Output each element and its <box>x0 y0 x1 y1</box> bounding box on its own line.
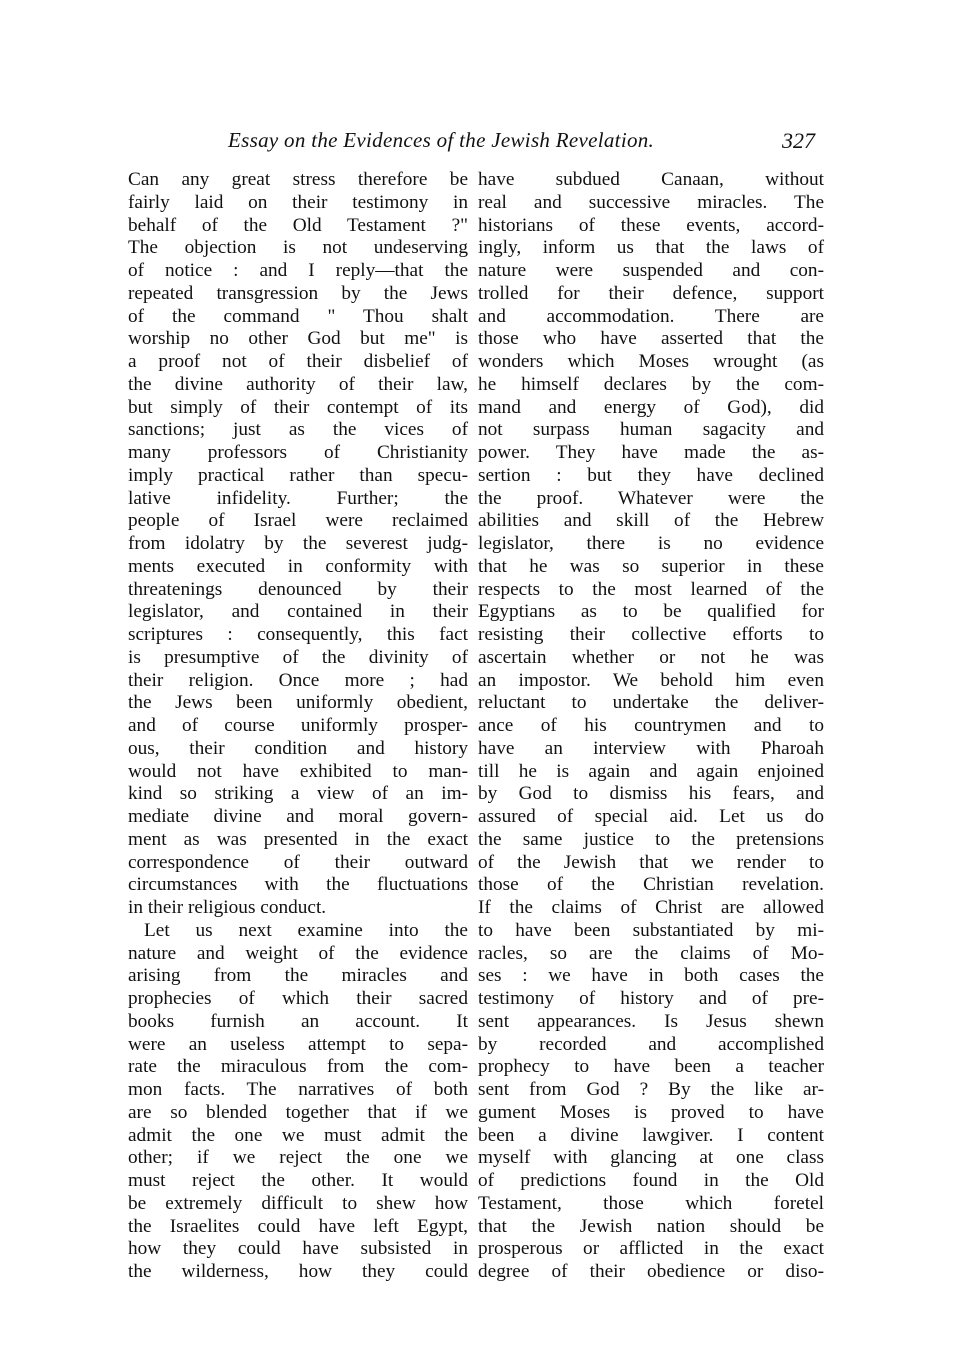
text-line: of the Jewish that we render to <box>478 851 824 873</box>
text-line: many professors of Christianity <box>128 442 468 463</box>
text-line: a proof not of their disbelief of <box>128 351 468 372</box>
text-line: mediate divine and moral govern- <box>128 806 468 827</box>
text-line: not surpass human sagacity and <box>478 419 824 441</box>
text-line: Egyptians as to be qualified for <box>478 601 824 623</box>
text-line: trolled for their defence, support <box>478 282 824 304</box>
text-line: he himself declares by the com- <box>478 373 824 395</box>
page-number: 327 <box>782 128 815 153</box>
text-line: admit the one we must admit the <box>128 1124 468 1146</box>
text-line: those of the Christian revelation. <box>478 874 824 896</box>
text-line: circumstances with the fluctuations <box>128 874 468 896</box>
text-line: scriptures : consequently, this fact <box>128 624 468 645</box>
text-line: of notice : and I reply—that the <box>128 260 468 281</box>
text-line: prosperous or afflicted in the exact <box>478 1238 824 1260</box>
text-line: by God to dismiss his fears, and <box>478 783 824 805</box>
text-line: legislator, and contained in their <box>128 601 468 623</box>
text-line: gument Moses is proved to have <box>478 1101 824 1123</box>
text-line: Testament, those which foretel <box>478 1192 824 1214</box>
text-line: Can any great stress therefore be <box>128 169 468 190</box>
text-line: and accommodation. There are <box>478 305 824 327</box>
running-title: Essay on the Evidences of the Jewish Revelation. <box>228 128 655 152</box>
text-line: correspondence of their outward <box>128 851 468 873</box>
text-line: have subdued Canaan, without <box>478 169 824 190</box>
text-line: The objection is not undeserving <box>128 237 468 259</box>
text-line: to have been substantiated by mi- <box>478 919 824 941</box>
text-line: how they could have subsisted in <box>128 1238 468 1260</box>
text-line: imply practical rather than specu- <box>128 464 468 486</box>
text-line: legislator, there is no evidence <box>478 533 824 554</box>
text-line: that the Jewish nation should be <box>478 1215 824 1237</box>
text-line: people of Israel were reclaimed <box>128 510 468 532</box>
text-line: respects to the most learned of the <box>478 578 824 600</box>
text-line: historians of these events, accord- <box>478 214 824 236</box>
text-line: degree of their obedience or diso- <box>478 1261 824 1282</box>
text-line: the proof. Whatever were the <box>478 487 824 509</box>
text-line: mand and energy of God), did <box>478 396 824 418</box>
text-line: an impostor. We behold him even <box>478 669 824 691</box>
text-line: the Israelites could have left Egypt, <box>128 1215 468 1237</box>
text-line: the Jews been uniformly obedient, <box>128 692 468 714</box>
text-line: ment as was presented in the exact <box>128 828 468 850</box>
text-line: ascertain whether or not he was <box>478 646 824 668</box>
text-line: be extremely difficult to shew how <box>128 1192 468 1214</box>
text-line: the divine authority of their law, <box>128 373 468 395</box>
text-line: prophecy to have been a teacher <box>478 1056 824 1078</box>
text-line: wonders which Moses wrought (as <box>478 351 824 372</box>
right-text-column <box>478 169 824 1284</box>
text-line: power. They have made the as- <box>478 442 824 463</box>
text-line: resisting their collective efforts to <box>478 624 824 645</box>
text-line: were an useless attempt to sepa- <box>128 1033 468 1055</box>
text-line: books furnish an account. It <box>128 1010 468 1032</box>
text-line: of predictions found in the Old <box>478 1170 824 1191</box>
text-line: reluctant to undertake the deliver- <box>478 692 824 714</box>
text-line: arising from the miracles and <box>128 965 468 987</box>
text-line: If the claims of Christ are allowed <box>478 897 824 918</box>
text-line: sent appearances. Is Jesus shewn <box>478 1010 824 1032</box>
text-line: been a divine lawgiver. I content <box>478 1124 824 1146</box>
text-line: mon facts. The narratives of both <box>128 1079 468 1100</box>
text-line: ingly, inform us that the laws of <box>478 237 824 259</box>
text-line: the wilderness, how they could <box>128 1261 468 1282</box>
text-line: lative infidelity. Further; the <box>128 487 468 509</box>
text-line: repeated transgression by the Jews <box>128 282 468 304</box>
text-line: myself with glancing at one class <box>478 1147 824 1169</box>
text-line: ance of his countrymen and to <box>478 715 824 736</box>
text-line: abilities and skill of the Hebrew <box>478 510 824 532</box>
text-line: prophecies of which their sacred <box>128 988 468 1009</box>
text-line: till he is again and again enjoined <box>478 760 824 782</box>
left-text-column <box>128 169 468 1284</box>
text-line: ses : we have in both cases the <box>478 965 824 987</box>
text-line: behalf of the Old Testament ?" <box>128 214 468 236</box>
text-line: kind so striking a view of an im- <box>128 783 468 805</box>
text-line: in their religious conduct. <box>128 897 327 918</box>
text-line: nature and weight of the evidence <box>128 942 468 964</box>
text-line: have an interview with Pharoah <box>478 737 824 759</box>
text-line: ous, their condition and history <box>128 737 468 759</box>
text-line: threatenings denounced by their <box>128 578 468 600</box>
page-header <box>0 128 962 158</box>
text-line: and of course uniformly prosper- <box>128 715 468 736</box>
text-line: fairly laid on their testimony in <box>128 191 468 213</box>
text-line: the same justice to the pretensions <box>478 828 824 850</box>
text-line: rate the miraculous from the com- <box>128 1056 468 1078</box>
text-line: other; if we reject the one we <box>128 1147 468 1169</box>
text-line: real and successive miracles. The <box>478 191 824 213</box>
text-line: those who have asserted that the <box>478 328 824 350</box>
text-line: sent from God ? By the like ar- <box>478 1079 824 1100</box>
text-line: are so blended together that if we <box>128 1101 468 1123</box>
text-line: racles, so are the claims of Mo- <box>478 942 824 964</box>
text-line: that he was so superior in these <box>478 555 824 577</box>
text-line: sanctions; just as the vices of <box>128 419 468 441</box>
text-line: sertion : but they have declined <box>478 464 824 486</box>
text-line: their religion. Once more ; had <box>128 669 468 691</box>
text-line: would not have exhibited to man- <box>128 760 468 782</box>
text-line: must reject the other. It would <box>128 1170 468 1191</box>
text-line: of the command " Thou shalt <box>128 305 468 327</box>
text-line: ments executed in conformity with <box>128 555 468 577</box>
text-line: by recorded and accomplished <box>478 1033 824 1055</box>
text-line: testimony of history and of pre- <box>478 988 824 1009</box>
text-line: from idolatry by the severest judg- <box>128 533 468 554</box>
text-line: worship no other God but me" is <box>128 328 468 350</box>
text-line: is presumptive of the divinity of <box>128 646 468 668</box>
text-line: but simply of their contempt of its <box>128 396 468 418</box>
text-line: Let us next examine into the <box>144 919 468 941</box>
text-line: nature were suspended and con- <box>478 260 824 281</box>
text-line: assured of special aid. Let us do <box>478 806 824 827</box>
